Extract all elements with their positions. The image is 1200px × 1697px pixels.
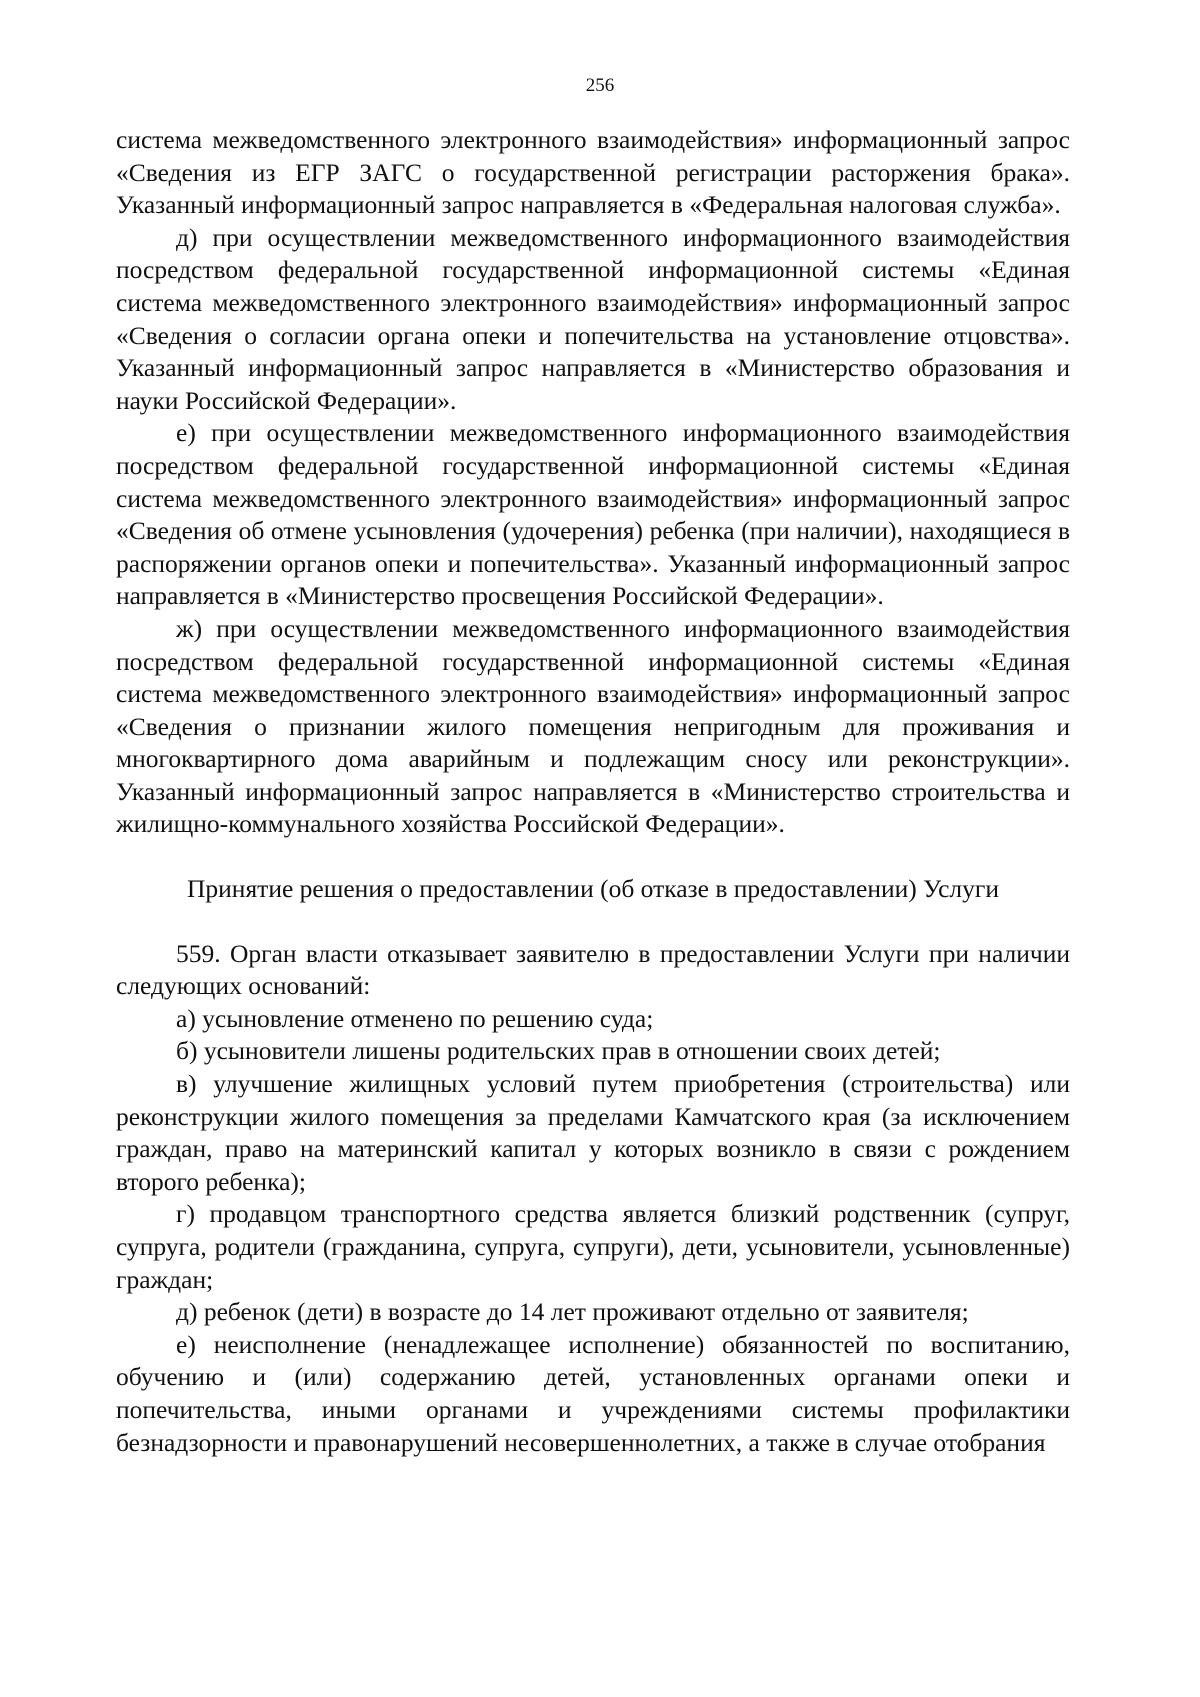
document-body (116, 124, 1070, 1459)
paragraph-item-v: в) улучшение жилищных условий путем приобретения (строительства) или реконструкции жилого помещения за пределами Камчатского края (за исключением граждан, право на материнский капитал у которых возникло в связи с рождением второго ребенка); (116, 1069, 1070, 1196)
paragraph-continuation: система межведомственного электронного взаимодействия» информационный запрос «Сведения из ЕГР ЗАГС о государственной регистрации расторжения брака». Указанный информационный запрос направляется в «Федеральная налоговая служба». (116, 125, 1070, 220)
page-number: 256 (585, 75, 615, 96)
paragraph-item-e: е) при осуществлении межведомственного информационного взаимодействия посредством федеральной государственной информационной системы «Единая система межведомственного электронного взаимодействия» информационный запрос «Сведения об отмене усыновления (удочерения) ребенка (при наличии), находящиеся в распоряжении органов опеки и попечительства». Указанный информационный запрос направляется в «Министерство просвещения Российской Федерации». (116, 418, 1070, 611)
paragraph-item-a: а) усыновление отменено по решению суда; (176, 1003, 654, 1033)
paragraph-item-zh: ж) при осуществлении межведомственного информационного взаимодействия посредством федеральной государственной информационной системы «Единая система межведомственного электронного взаимодействия» информационный запрос «Сведения о признании жилого помещения непригодным для проживания и многоквартирного дома аварийным и подлежащим сносу или реконструкции». Указанный информационный запрос направляется в «Министерство строительства и жилищно-коммунального хозяйства Российской Федерации». (116, 613, 1070, 839)
paragraph-item-d2: д) ребенок (дети) в возрасте до 14 лет проживают отдельно от заявителя; (176, 1297, 969, 1327)
paragraph-item-b: б) усыновители лишены родительских прав в отношении своих детей; (176, 1036, 941, 1066)
paragraph-559: 559. Орган власти отказывает заявителю в предоставлении Услуги при наличии следующих оснований: (116, 938, 1070, 1001)
paragraph-item-e2: е) неисполнение (ненадлежащее исполнение) обязанностей по воспитанию, обучению и (или) содержанию детей, установленных органами опеки и попечительства, иными органами и учреждениями системы профилактики безнадзорности и правонарушений несовершеннолетних, а также в случае отобрания (116, 1329, 1070, 1457)
section-heading: Принятие решения о предоставлении (об отказе в предоставлении) Услуги (186, 874, 1000, 904)
paragraph-item-d: д) при осуществлении межведомственного информационного взаимодействия посредством федеральной государственной информационной системы «Единая система межведомственного электронного взаимодействия» информационный запрос «Сведения о согласии органа опеки и попечительства на установление отцовства». Указанный информационный запрос направляется в «Министерство образования и науки Российской Федерации». (116, 222, 1070, 415)
paragraph-item-g: г) продавцом транспортного средства является близкий родственник (супруг, супруга, родители (гражданина, супруга, супруги), дети, усыновители, усыновленные) граждан; (116, 1199, 1070, 1294)
